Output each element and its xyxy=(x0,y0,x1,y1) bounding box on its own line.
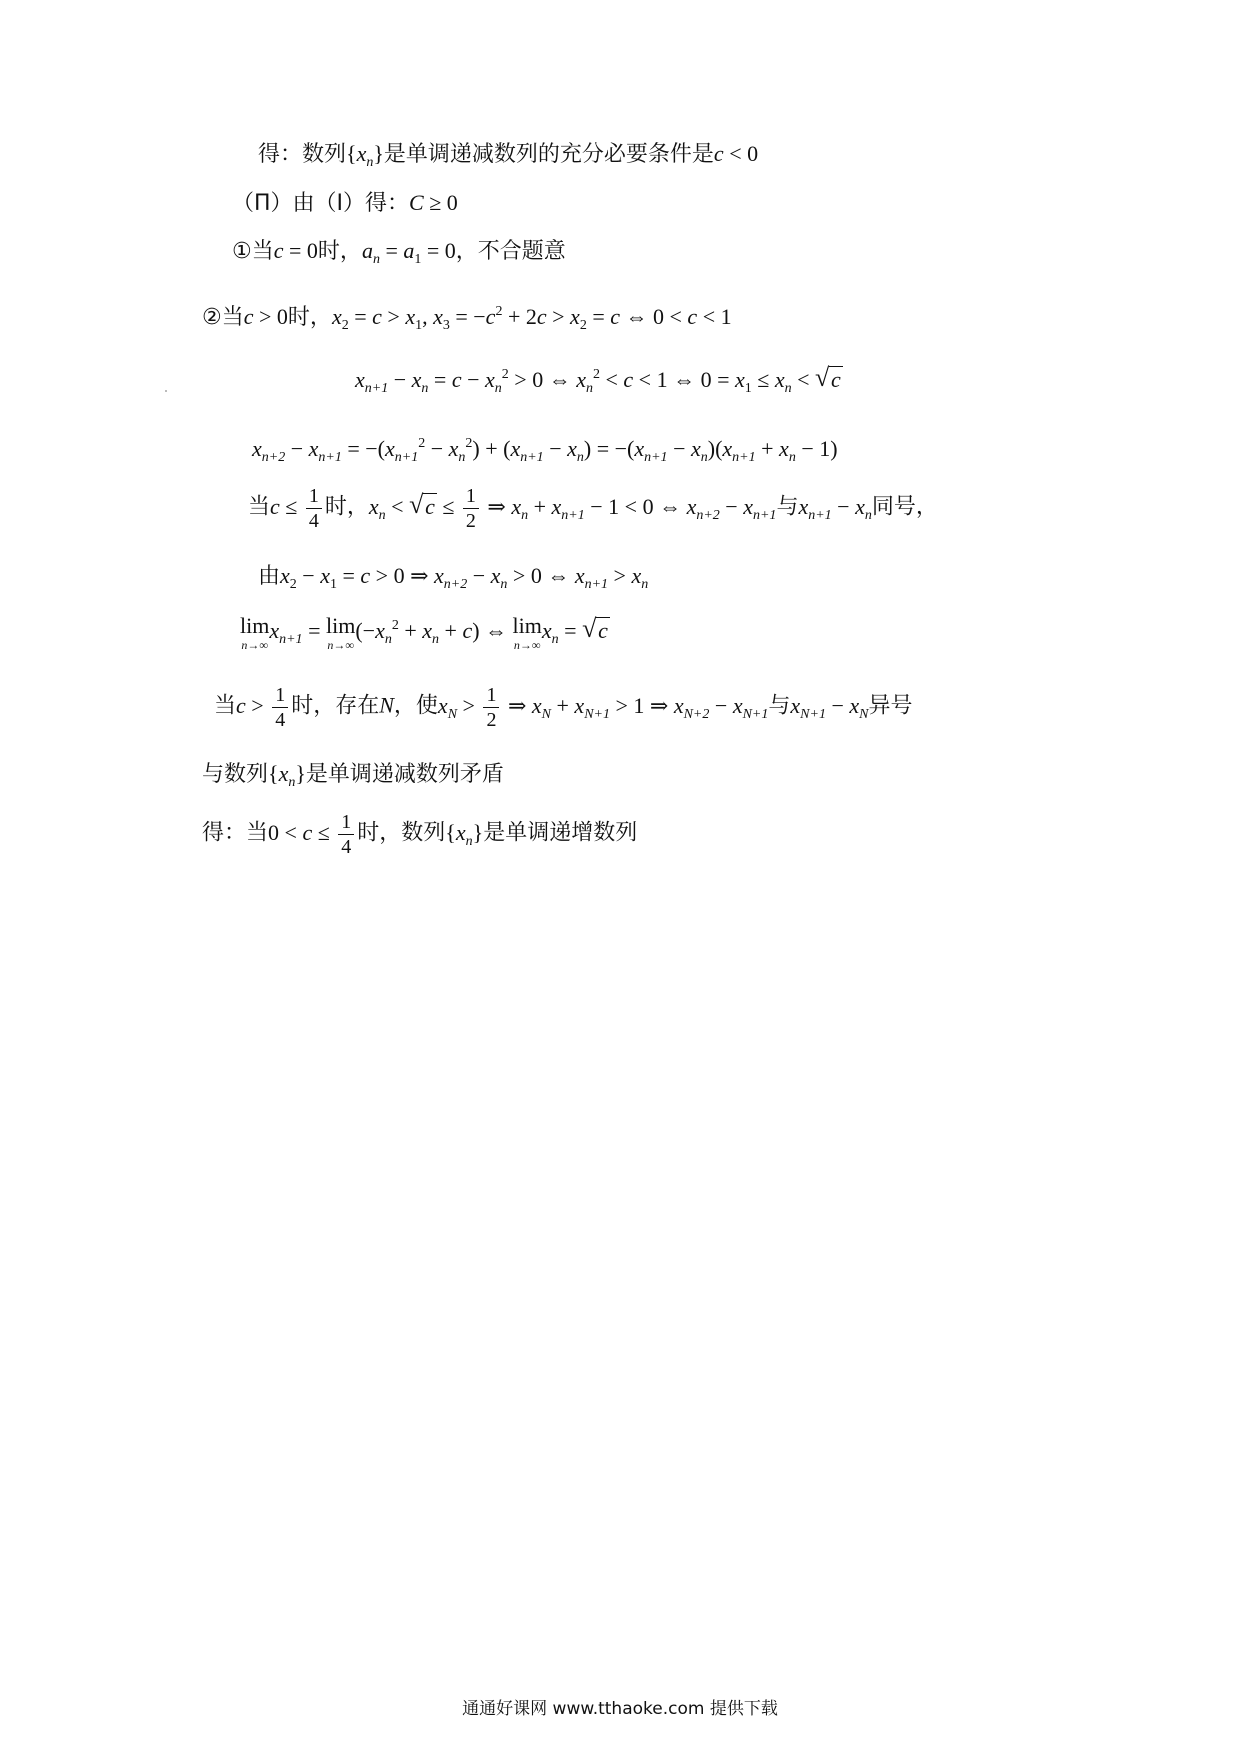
line-contradiction: 与数列$\{x_n\}$是单调递减数列矛盾 xyxy=(202,761,504,790)
equation-difference: $x_{n+1} - x_n = c - x_n^2 > 0$ ⇔ $x_n^2 < c < 1$ ⇔ $0 = x_1 \le x_n$ < √ c xyxy=(355,368,843,396)
line-monotone: 由$x_2 - x_1 = c > 0$ ⇒ $x_{n+2} - x_n > 0$ ⇔ $x_{n+1} > x_n$ xyxy=(258,563,649,592)
line-conclusion-1: 得：数列$\{x_n\}$是单调递减数列的充分必要条件是c < 0 xyxy=(258,141,759,170)
scan-dot xyxy=(165,390,167,392)
line-case-one: ①当c = 0时，$a_n = a_1 = 0$，不合题意 xyxy=(232,238,566,267)
line-case-two: ②当c > 0时，$x_2 = c > x_1$, $x_3 = -c^2 + 2c > x_2 = c$ ⇔ 0 < c < 1 xyxy=(202,304,732,333)
equation-second-difference: $x_{n+2} - x_{n+1} = -(x_{n+1}^2 - x_n^2) + (x_{n+1} - x_n) = -(x_{n+1} - x_n)(x_{n+1} + x_n - 1)$ xyxy=(252,436,838,465)
line-final-conclusion: 得：当0 < c ≤ $\frac{1}{4}$ 时，数列$\{x_n\}$是单调递增数列 xyxy=(202,811,638,858)
line-case-greater-quarter: 当c > $\frac{1}{4}$ 时，存在N，使$x_N$ > $\frac{1}{2}$ ⇒ $x_N + x_{N+1} > 1$ ⇒ $x_{N+2} - x_{N+1}$与$x_{N+1} - x_N$异号 xyxy=(214,684,913,731)
page-footer: 通通好课网 www.tthaoke.com 提供下载 xyxy=(462,1699,778,1719)
equation-limit: lim n→∞ $x_{n+1}$ = lim n→∞ $(-x_n^2 + x_n + c)$ ⇔ lim n→∞ $x_n$ = √ c xyxy=(240,615,610,651)
line-part-two: （Π）由（Ⅰ）得：C ≥ 0 xyxy=(232,190,458,216)
line-case-quarter: 当c ≤ $\frac{1}{4}$ 时，$x_n$ < √ c ≤ $\frac{1}{2}$ ⇒ $x_n + x_{n+1} - 1 < 0$ ⇔ $x_{n+2} - x_{n+1}$与$x_{n+1} - x_n$同号， xyxy=(248,486,938,531)
